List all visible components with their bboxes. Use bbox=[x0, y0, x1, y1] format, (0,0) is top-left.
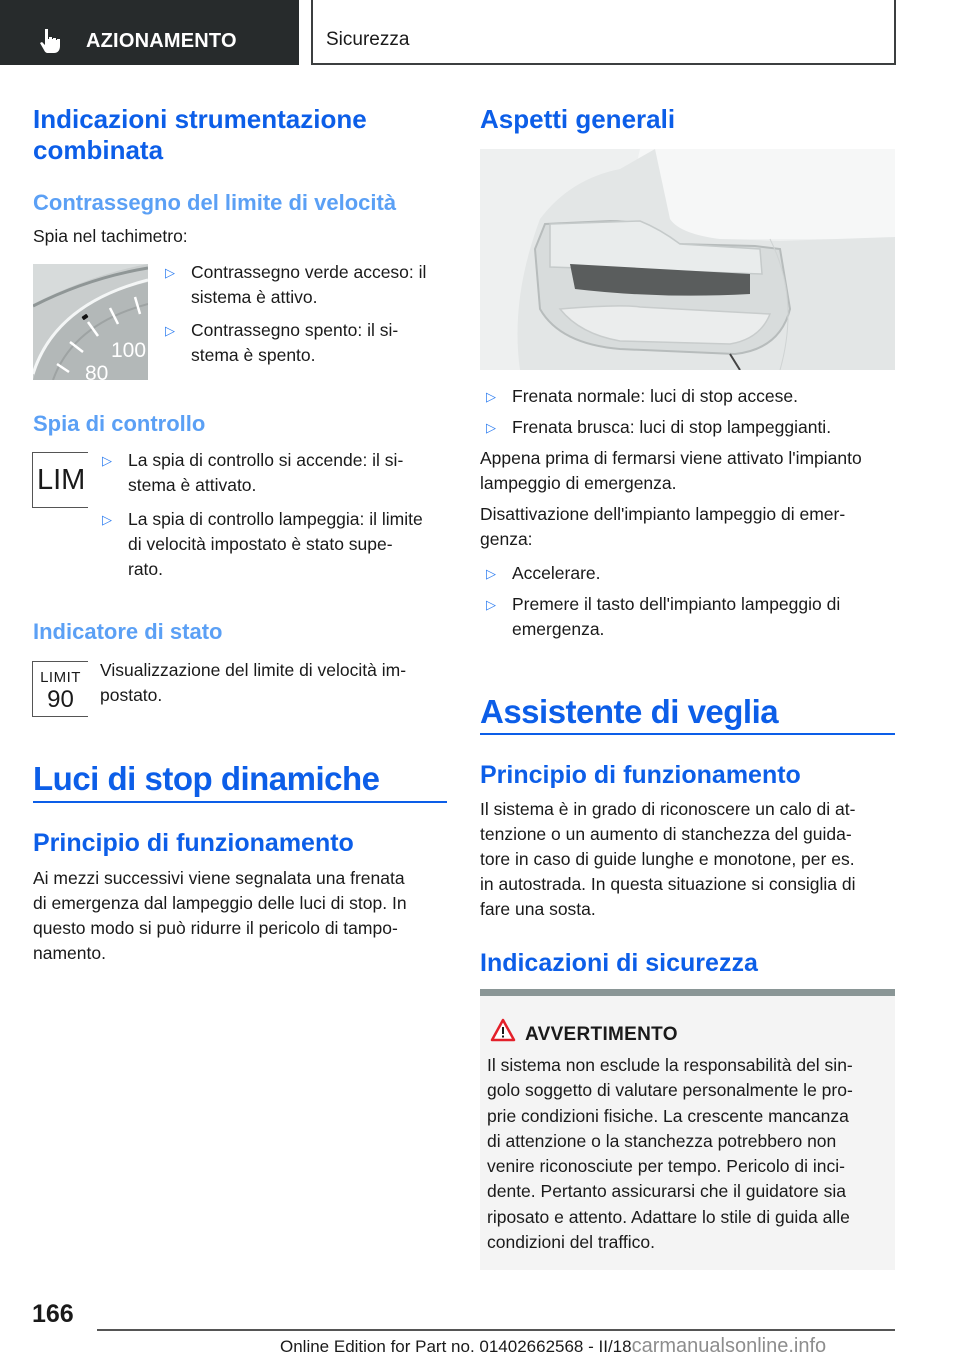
section-label: Sicurezza bbox=[326, 29, 410, 50]
triangle-bullet-icon: ▷ bbox=[102, 512, 112, 527]
section-header bbox=[311, 0, 896, 65]
title-rule bbox=[33, 801, 447, 803]
text-line: Appena prima di fermarsi viene attivato l'impianto bbox=[480, 448, 862, 468]
warning-title: AVVERTIMENTO bbox=[525, 1024, 678, 1045]
triangle-bullet-icon: ▷ bbox=[486, 597, 496, 612]
list-item bbox=[163, 260, 453, 310]
speedometer-image bbox=[33, 264, 148, 380]
limit-90-indicator-icon bbox=[32, 661, 88, 717]
drowsiness-body bbox=[480, 797, 900, 922]
text-line: prie condizioni fisiche. La crescente mancanza bbox=[487, 1105, 849, 1126]
chapter-tab[interactable] bbox=[0, 0, 299, 65]
section-title bbox=[33, 104, 367, 166]
chapter-label: AZIONAMENTO bbox=[86, 30, 237, 52]
list-item bbox=[163, 318, 453, 368]
dynamic-brake-body bbox=[33, 866, 453, 966]
text-line: Disattivazione dell'impianto lampeggio di emer- bbox=[480, 504, 846, 524]
dynamic-brake-subheading: Principio di funzionamento bbox=[33, 829, 354, 857]
triangle-bullet-icon: ▷ bbox=[165, 265, 175, 280]
bullet-text: Frenata brusca: luci di stop lampeggianti. bbox=[512, 417, 832, 437]
text-line: Il sistema è in grado di riconoscere un calo di at- bbox=[480, 799, 856, 819]
dynamic-brake-title: Luci di stop dinamiche bbox=[33, 760, 380, 797]
bullet-text: Contrassegno spento: il si- bbox=[191, 320, 399, 340]
general-heading: Aspetti generali bbox=[480, 104, 676, 134]
triangle-bullet-icon: ▷ bbox=[102, 453, 112, 468]
list-item bbox=[100, 448, 455, 498]
warning-triangle-icon bbox=[490, 1018, 516, 1042]
text-line: tore in caso di guide lunghe e monotone, per es. bbox=[480, 849, 855, 869]
text-line: genza: bbox=[480, 529, 533, 549]
deactivation-paragraph bbox=[480, 502, 900, 552]
bullet-text: Accelerare. bbox=[512, 563, 601, 583]
triangle-bullet-icon: ▷ bbox=[486, 566, 496, 581]
speed-label-100: 100 bbox=[111, 339, 147, 362]
text-line: lampeggio di emergenza. bbox=[480, 473, 677, 493]
bullet-text: Contrassegno verde acceso: il bbox=[191, 262, 427, 282]
text-line: condizioni del traffico. bbox=[487, 1232, 655, 1253]
bullet-text: rato. bbox=[128, 559, 164, 579]
title-line: Indicazioni strumentazione bbox=[33, 104, 367, 134]
list-item bbox=[484, 561, 899, 586]
text-line: dente. Pertanto assicurarsi che il guidatore sia bbox=[487, 1181, 846, 1202]
text-line: golo soggetto di valutare personalmente le pro- bbox=[487, 1080, 853, 1101]
text-line: questo modo si può ridurre il pericolo di tampo- bbox=[33, 918, 398, 938]
triangle-bullet-icon: ▷ bbox=[165, 323, 175, 338]
text-line: Visualizzazione del limite di velocità im- bbox=[100, 660, 407, 680]
page-number: 166 bbox=[32, 1300, 74, 1328]
triangle-bullet-icon: ▷ bbox=[486, 389, 496, 404]
text-line: di attenzione o la stanchezza potrebbero non bbox=[487, 1130, 837, 1151]
warning-box bbox=[480, 989, 895, 1270]
lim-indicator-icon: LIM bbox=[32, 452, 88, 508]
status-description bbox=[100, 658, 455, 708]
list-item bbox=[484, 384, 899, 409]
warning-body bbox=[487, 1053, 892, 1255]
text-line: riposato e attento. Adattare lo stile di guida alle bbox=[487, 1206, 850, 1227]
list-item bbox=[484, 415, 899, 440]
bullet-text: Frenata normale: luci di stop accese. bbox=[512, 386, 798, 406]
text-line: Il sistema non esclude la responsabilità del sin- bbox=[487, 1055, 853, 1075]
footer-rule bbox=[97, 1329, 895, 1331]
drowsiness-subheading: Principio di funzionamento bbox=[480, 761, 801, 789]
text-line: di emergenza dal lampeggio delle luci di stop. In bbox=[33, 893, 407, 913]
general-paragraph bbox=[480, 446, 900, 496]
bullet-text: La spia di controllo si accende: il si- bbox=[128, 450, 404, 470]
edition-text: Online Edition for Part no. 01402662568 - II/18 bbox=[280, 1337, 632, 1356]
status-heading: Indicatore di stato bbox=[33, 619, 223, 644]
safety-heading: Indicazioni di sicurezza bbox=[480, 949, 758, 977]
text-line: postato. bbox=[100, 685, 163, 705]
text-line: in autostrada. In questa situazione si consiglia di bbox=[480, 874, 856, 894]
list-item bbox=[484, 592, 899, 642]
speed-label-80: 80 bbox=[85, 362, 109, 380]
hand-pointer-icon bbox=[38, 28, 64, 54]
drowsiness-title: Assistente di veglia bbox=[480, 693, 779, 730]
watermark-link[interactable]: carmanualsonline.info bbox=[631, 1335, 827, 1357]
title-line: combinata bbox=[33, 135, 164, 165]
text-line: tenzione o un aumento di stanchezza del guida- bbox=[480, 824, 852, 844]
bullet-text: La spia di controllo lampeggia: il limite bbox=[128, 509, 423, 529]
bullet-text: stema è spento. bbox=[191, 345, 316, 365]
speed-mark-intro: Spia nel tachimetro: bbox=[33, 226, 188, 246]
list-item bbox=[100, 507, 455, 582]
bullet-text: di velocità impostato è stato supe- bbox=[128, 534, 393, 554]
title-rule bbox=[480, 733, 895, 735]
taillight-image bbox=[480, 149, 895, 370]
text-line: Ai mezzi successivi viene segnalata una frenata bbox=[33, 868, 405, 888]
bullet-text: sistema è attivo. bbox=[191, 287, 318, 307]
limit-value: 90 bbox=[47, 686, 74, 713]
warning-light-heading: Spia di controllo bbox=[33, 411, 206, 436]
footer-edition bbox=[280, 1335, 826, 1358]
text-line: venire riconosciute per tempo. Pericolo di inci- bbox=[487, 1156, 845, 1177]
limit-label: LIMIT bbox=[40, 669, 81, 686]
text-line: namento. bbox=[33, 943, 106, 963]
speed-mark-heading: Contrassegno del limite di velocità bbox=[33, 190, 397, 215]
bullet-text: emergenza. bbox=[512, 619, 605, 639]
triangle-bullet-icon: ▷ bbox=[486, 420, 496, 435]
bullet-text: Premere il tasto dell'impianto lampeggio di bbox=[512, 594, 841, 614]
bullet-text: stema è attivato. bbox=[128, 475, 257, 495]
text-line: fare una sosta. bbox=[480, 899, 596, 919]
